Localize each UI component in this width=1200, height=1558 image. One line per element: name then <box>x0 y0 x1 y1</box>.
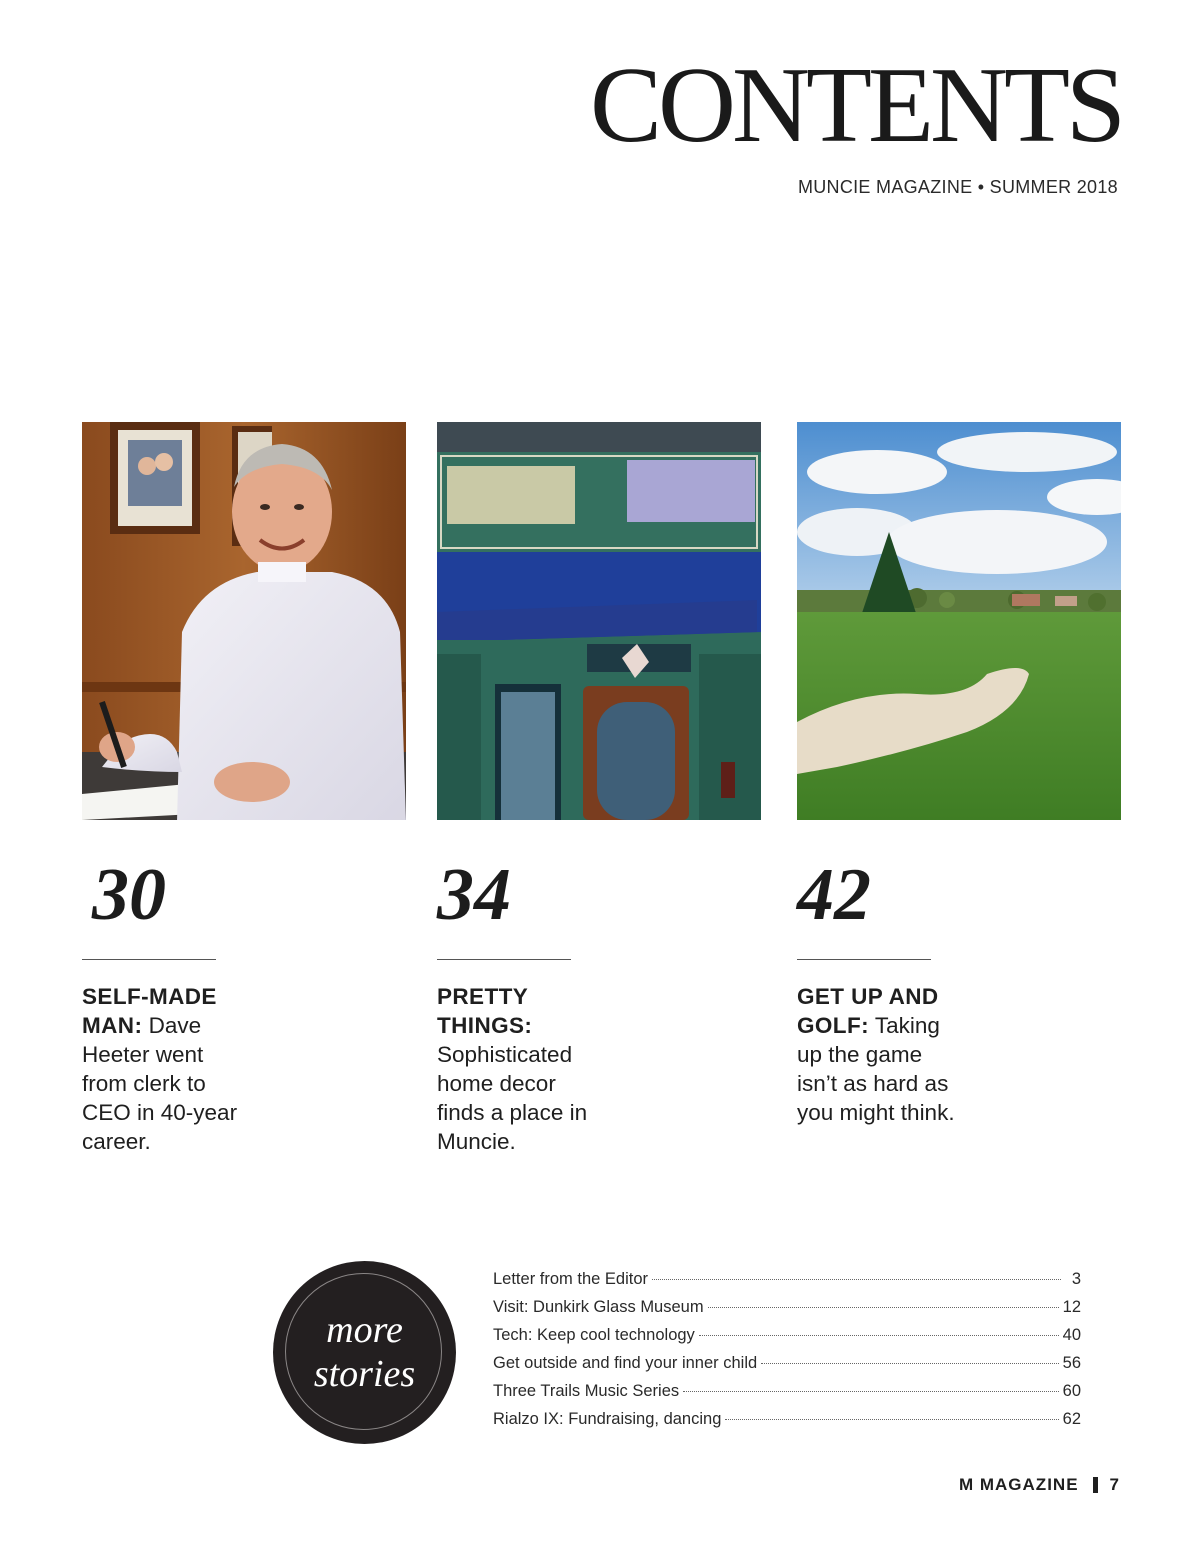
leader-dots <box>652 1279 1061 1280</box>
feature-kicker: SELF-MADE MAN: <box>82 984 217 1038</box>
storefront-photo <box>437 422 761 820</box>
toc-row[interactable] <box>493 1410 1081 1438</box>
toc-row[interactable] <box>493 1298 1081 1326</box>
badge-line-more: more <box>326 1309 403 1351</box>
feature-description: Sophisticated home decor finds a place in Muncie. <box>437 1042 588 1154</box>
badge-line-stories: stories <box>313 1353 416 1395</box>
leader-dots <box>699 1335 1059 1336</box>
feature-photo-storefront[interactable] <box>437 422 761 820</box>
footer-separator <box>1093 1477 1098 1493</box>
more-stories-list <box>493 1270 1081 1438</box>
toc-label: Letter from the Editor <box>493 1270 648 1288</box>
feature-photo-businessman[interactable] <box>82 422 406 820</box>
toc-page-number: 12 <box>1062 1298 1081 1316</box>
feature-blurb[interactable] <box>797 982 957 1127</box>
toc-page-number: 62 <box>1062 1410 1081 1428</box>
badge-ring <box>285 1273 442 1430</box>
divider <box>82 959 216 960</box>
toc-label: Visit: Dunkirk Glass Museum <box>493 1298 704 1316</box>
toc-page-number: 56 <box>1062 1354 1081 1372</box>
toc-label: Tech: Keep cool technology <box>493 1326 695 1344</box>
page-title: CONTENTS <box>590 46 1122 165</box>
leader-dots <box>708 1307 1059 1308</box>
feature-page-number: 34 <box>437 854 511 936</box>
page-footer <box>959 1475 1120 1495</box>
toc-label: Rialzo IX: Fundraising, dancing <box>493 1410 722 1428</box>
feature-blurb[interactable] <box>437 982 597 1156</box>
footer-magazine-name: M MAGAZINE <box>958 1475 1079 1494</box>
toc-row[interactable] <box>493 1326 1081 1354</box>
issue-subtitle: MUNCIE MAGAZINE • SUMMER 2018 <box>797 177 1118 197</box>
leader-dots <box>683 1391 1059 1392</box>
toc-row[interactable] <box>493 1354 1081 1382</box>
toc-page-number: 60 <box>1062 1382 1081 1400</box>
toc-page-number: 3 <box>1071 1270 1081 1288</box>
feature-kicker: GET UP AND GOLF: <box>797 984 939 1038</box>
toc-page-number: 40 <box>1062 1326 1081 1344</box>
feature-description: Taking up the game isn’t as hard as you might think. <box>797 1013 955 1125</box>
businessman-photo <box>82 422 406 820</box>
toc-row[interactable] <box>493 1382 1081 1410</box>
leader-dots <box>761 1363 1058 1364</box>
golf-course-photo <box>797 422 1121 820</box>
feature-page-number: 30 <box>92 854 166 936</box>
feature-blurb[interactable] <box>82 982 242 1156</box>
feature-photo-golf-course[interactable] <box>797 422 1121 820</box>
leader-dots <box>725 1419 1058 1420</box>
divider <box>437 959 571 960</box>
feature-kicker: PRETTY THINGS: <box>437 984 533 1038</box>
more-stories-badge <box>273 1261 456 1444</box>
toc-label: Three Trails Music Series <box>493 1382 680 1400</box>
feature-description: Dave Heeter went from clerk to CEO in 40-year career. <box>82 1013 238 1154</box>
toc-row[interactable] <box>493 1270 1081 1298</box>
divider <box>797 959 931 960</box>
feature-page-number: 42 <box>797 854 871 936</box>
footer-page-number: 7 <box>1109 1475 1120 1494</box>
toc-label: Get outside and find your inner child <box>493 1354 758 1372</box>
